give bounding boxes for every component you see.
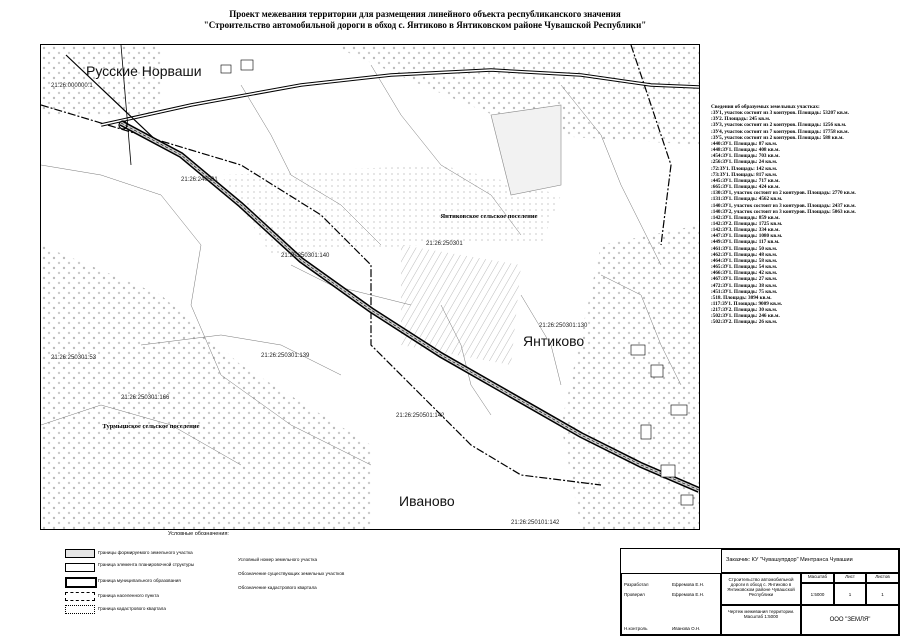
name: Ефремова Е.Н. xyxy=(672,592,705,597)
plot-item: :447:ЗУ1. Площадь: 1080 кв.м. xyxy=(711,233,783,240)
survey-map[interactable] xyxy=(40,44,700,530)
plot-item: :445:ЗУ1. Площадь: 717 кв.м. xyxy=(711,177,780,184)
plot-item: :464:ЗУ1. Площадь: 58 кв.м. xyxy=(711,257,778,264)
cadastral-number: 21:26:250301:139 xyxy=(261,353,310,359)
cadastral-number: 21:26:240501 xyxy=(181,177,218,183)
role: Проверил xyxy=(624,592,645,597)
plot-item: :472:ЗУ1. Площадь: 38 кв.м. xyxy=(711,282,778,289)
legend-label: Граница кадастрового квартала xyxy=(98,606,166,611)
legend-label: Граница элемента планировочной структуры xyxy=(98,562,195,567)
col-header: Лист xyxy=(834,573,866,583)
plot-item: :449:ЗУ1. Площадь: 117 кв.м. xyxy=(711,239,780,246)
plot-item: :461:ЗУ1. Площадь: 50 кв.м. xyxy=(711,245,778,252)
object-name: Строительство автомобильной дороги в обход с. Янтиково в Янтиковском районе Чувашской Республики xyxy=(721,573,801,605)
plot-item: :ЗУ4, участок состоит из 7 контуров. Площадь: 17758 кв.м. xyxy=(711,128,849,135)
legend-label: Условный номер земельного участка xyxy=(238,557,318,562)
plot-item: :ЗУ2. Площадь: 245 кв.м. xyxy=(711,116,771,123)
plot-item: :217:ЗУ2. Площадь: 30 кв.м. xyxy=(711,307,778,314)
garden-area xyxy=(401,245,521,365)
title-line-1: Проект межевания территории для размещения линейного объекта республиканского значения xyxy=(229,9,621,19)
hatched-area xyxy=(41,45,161,115)
cadastral-number: 21:26:250501:142 xyxy=(396,413,445,419)
legend-label: Обозначение кадастрового квартала xyxy=(238,585,317,590)
role: Разработал xyxy=(624,582,649,587)
plot-item: :140:ЗУ2, участок состоит из 3 контуров. Площадь: 5063 кв.м. xyxy=(711,208,856,215)
legend-label: Границы формируемого земельного участка xyxy=(98,550,193,555)
legend-swatch xyxy=(65,592,95,601)
customer: Заказчик: КУ "Чувашупрдор" Минтранса Чувашии xyxy=(721,549,899,573)
legend-swatch xyxy=(65,563,95,572)
settlement-label: Турмышское сельское поселение xyxy=(102,423,200,430)
col-header: Масштаб xyxy=(801,573,834,583)
legend-caption: Условные обозначения: xyxy=(168,531,229,537)
name: Ефремова Е.Н. xyxy=(672,582,705,587)
col-value: 1:5000 xyxy=(801,583,834,605)
plot-item: :462:ЗУ1. Площадь: 48 кв.м. xyxy=(711,251,778,258)
drawing-title xyxy=(120,9,730,31)
plot-item: :454:ЗУ1. Площадь: 703 кв.м. xyxy=(711,153,780,160)
town-label: Иваново xyxy=(399,493,455,509)
plot-item: :466:ЗУ1. Площадь: 42 кв.м. xyxy=(711,270,778,277)
hatched-area xyxy=(41,245,371,529)
plot-item: :ЗУ1, участок состоит из 3 контуров. Площадь: 53207 кв.м. xyxy=(711,110,849,117)
plot-item: :117:ЗУ1. Площадь: 9009 кв.м. xyxy=(711,301,783,307)
title-line-2: "Строительство автомобильной дороги в обход с. Янтиково в Янтиковском районе Чувашской Республики" xyxy=(203,20,647,30)
plots-list-header: Сведения об образуемых земельных участках: xyxy=(711,104,820,110)
plot-item: :256:ЗУ1. Площадь: 24 кв.м. xyxy=(711,159,778,166)
col-header: Листов xyxy=(866,573,899,583)
plot-item: :ЗУ5, участок состоит из 2 контуров. Площадь: 588 кв.м. xyxy=(711,134,844,141)
legend-label: Граница муниципального образования xyxy=(98,578,181,583)
name: Иванова О.Н. xyxy=(672,626,701,631)
legend-swatch xyxy=(65,577,97,588)
cadastral-number: 21:26:000000:1 xyxy=(51,83,93,89)
legend xyxy=(50,545,390,620)
plot-item: :131:ЗУ1. Площадь: 4562 кв.м. xyxy=(711,196,783,203)
plot-item: :130:ЗУ1, участок состоит из 2 контуров. Площадь: 2770 кв.м. xyxy=(711,190,856,197)
cadastral-number: 21:26:250301 xyxy=(426,241,463,247)
plot-item: :448:ЗУ1. Площадь: 408 кв.м. xyxy=(711,147,780,154)
plot-item: :73:ЗУ1. Площадь: 817 кв.м. xyxy=(711,171,778,178)
legend-swatch xyxy=(65,549,95,558)
town-label: Русские Норваши xyxy=(86,63,202,79)
col-value: 1 xyxy=(834,583,866,605)
plot-item: :142:ЗУ3. Площадь: 334 кв.м. xyxy=(711,227,780,234)
title-block xyxy=(620,548,900,636)
company-name: ООО "ЗЕМЛЯ" xyxy=(801,605,899,635)
cadastral-number: 21:26:250101:142 xyxy=(511,520,560,526)
plot-item: :465:ЗУ1. Площадь: 54 кв.м. xyxy=(711,264,778,271)
col-value: 1 xyxy=(866,583,899,605)
plot-item: :467:ЗУ1. Площадь: 27 кв.м. xyxy=(711,276,778,283)
settlement-label: Янтиковское сельское поселение xyxy=(440,213,538,220)
cadastral-number: 21:26:250301:140 xyxy=(281,253,330,259)
legend-swatch xyxy=(65,605,95,614)
drawing-name: Чертеж межевания территории. Масштаб 1:5000 xyxy=(721,605,801,635)
plot-item: :142:ЗУ1. Площадь: 859 кв.м. xyxy=(711,214,780,221)
legend-label: Граница населенного пункта xyxy=(98,593,159,598)
plot-item: :440:ЗУ1. Площадь: 87 кв.м. xyxy=(711,140,778,147)
cadastral-number: 21:26:250301:53 xyxy=(51,355,97,361)
cadastral-number: 21:26:250301:166 xyxy=(121,395,170,401)
signatures xyxy=(621,573,721,635)
plot-item: :451:ЗУ1. Площадь: 75 кв.м. xyxy=(711,288,778,295)
role: Н.контроль xyxy=(624,626,648,631)
plot-item: :72:ЗУ1. Площадь: 142 кв.м. xyxy=(711,165,778,172)
legend-label: Обозначение существующих земельных участков xyxy=(238,571,345,576)
plot-item: :ЗУ3, участок состоит из 2 контуров. Площадь: 1256 кв.м. xyxy=(711,122,847,129)
plot-item: :518. Площадь: 3094 кв.м. xyxy=(711,294,772,301)
plot-item: :665:ЗУ1. Площадь: 424 кв.м. xyxy=(711,184,780,191)
plot-item: :502:ЗУ2. Площадь: 26 кв.м. xyxy=(711,319,778,326)
plot-item: :142:ЗУ2. Площадь: 1725 кв.м. xyxy=(711,220,783,227)
plots-list-items xyxy=(711,110,901,325)
cadastral-number: 21:26:250301:130 xyxy=(539,323,588,329)
plot-item: :502:ЗУ1. Площадь: 246 кв.м. xyxy=(711,313,780,320)
plots-list xyxy=(711,104,901,326)
map-drawing xyxy=(41,45,699,529)
town-label: Янтиково xyxy=(523,333,585,349)
plot-item: :140:ЗУ1, участок состоит из 3 контуров. Площадь: 2437 кв.м. xyxy=(711,202,856,209)
